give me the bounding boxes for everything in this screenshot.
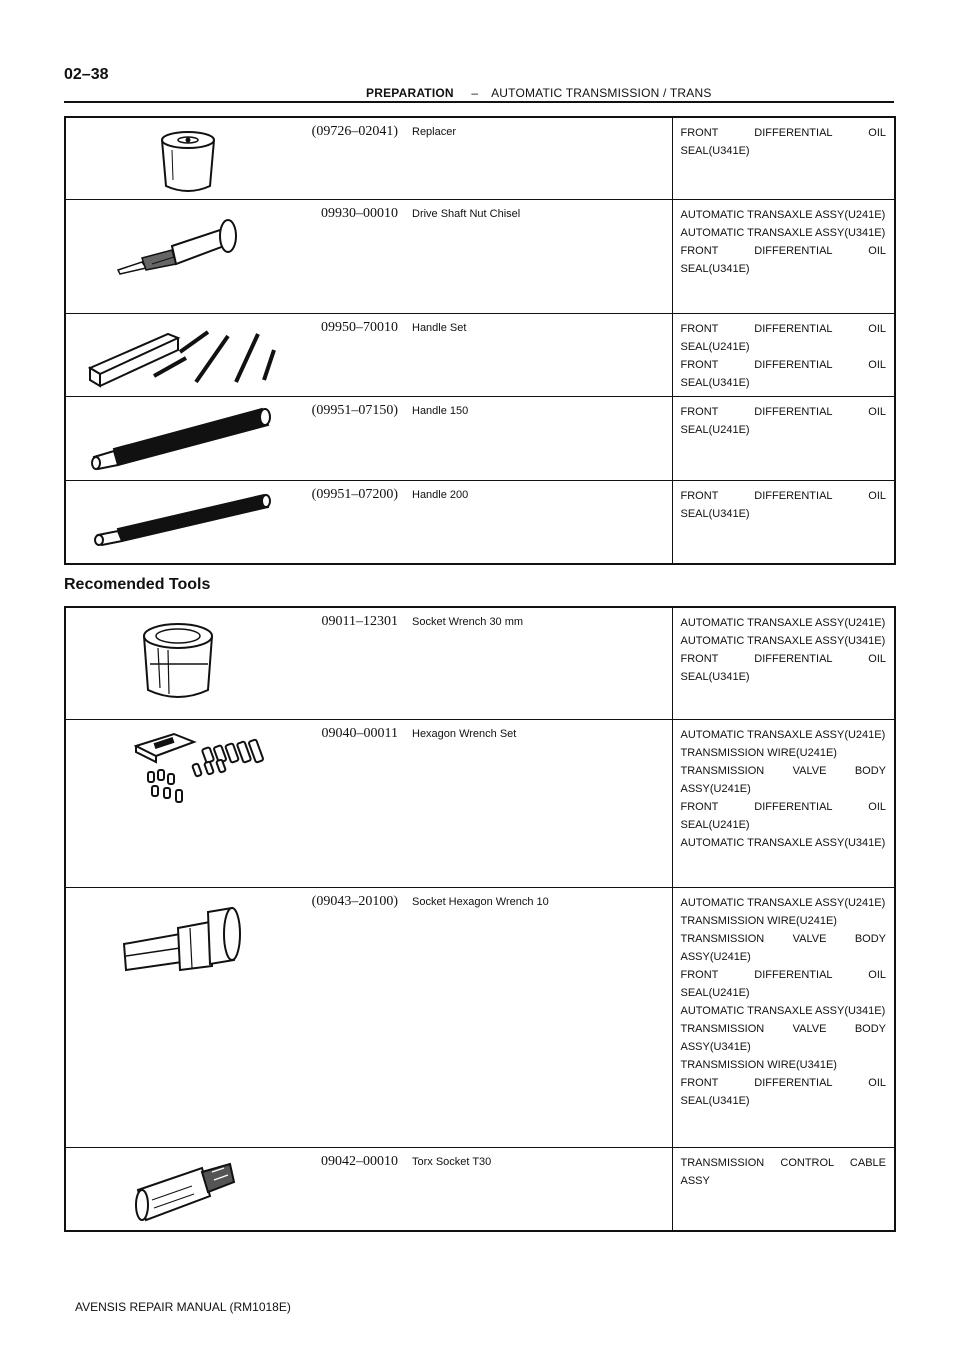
tool-usage-cell (672, 313, 895, 396)
table-row (65, 199, 895, 313)
torx-socket-icon (132, 1160, 242, 1224)
tool-usage-cell (672, 887, 895, 1147)
tool-usage: AUTOMATIC TRANSAXLE ASSY(U241E) AUTOMATIC TRANSAXLE ASSY(U341E) FRONT DIFFERENTIAL OIL SEAL(U341E) (680, 617, 886, 683)
tool-name-cell (404, 719, 672, 887)
header-subsection: AUTOMATIC TRANSMISSION / TRANS (491, 86, 712, 100)
page-number: 02–38 (64, 66, 109, 83)
part-number: 09950–70010 (321, 319, 398, 335)
running-header (366, 86, 712, 100)
handle-200-icon (84, 493, 274, 553)
tool-usage: FRONT DIFFERENTIAL OIL SEAL(U341E) (680, 489, 886, 520)
tool-name-cell (404, 396, 672, 480)
tool-illustration-cell (65, 719, 404, 887)
tool-usage-cell (672, 1147, 895, 1231)
table-row (65, 607, 895, 719)
recommended-tools-table (64, 606, 896, 1232)
tool-illustration-cell (65, 887, 404, 1147)
table-row (65, 480, 895, 564)
tool-usage-cell (672, 199, 895, 313)
tool-name: Handle Set (412, 321, 467, 334)
table-row (65, 887, 895, 1147)
tool-usage-cell (672, 117, 895, 199)
part-number: (09726–02041) (311, 124, 398, 139)
tool-name: Drive Shaft Nut Chisel (412, 207, 521, 220)
tool-usage: AUTOMATIC TRANSAXLE ASSY(U241E) TRANSMISSION WIRE(U241E) TRANSMISSION VALVE BODY ASSY(U241E) FRONT DIFFERENTIAL OIL SEAL(U241E) AUTOMATIC TRANSAXLE ASSY(U341E) TRANSMISSION VALVE BODY ASSY(U341E) TRANSMISSION WIRE(U341E) FRONT DIFFERENTIAL OIL SEAL(U341E) (680, 896, 886, 1107)
table-row (65, 117, 895, 199)
tool-name-cell (404, 480, 672, 564)
tool-usage-cell (672, 396, 895, 480)
tool-name-cell (404, 117, 672, 199)
hex-wrench-set-icon (134, 730, 274, 810)
tool-illustration-cell (65, 1147, 404, 1231)
part-number: 09011–12301 (321, 614, 398, 629)
tool-illustration-cell (65, 199, 404, 313)
tool-usage: FRONT DIFFERENTIAL OIL SEAL(U341E) (680, 127, 886, 157)
tool-name: Hexagon Wrench Set (412, 727, 517, 740)
tool-illustration-cell (65, 480, 404, 564)
table-row (65, 313, 895, 396)
replacer-icon (158, 130, 218, 194)
tool-name: Torx Socket T30 (412, 1155, 492, 1168)
tool-illustration-cell (65, 313, 404, 396)
tool-name: Socket Hexagon Wrench 10 (412, 895, 549, 908)
tool-usage: FRONT DIFFERENTIAL OIL SEAL(U241E) FRONT DIFFERENTIAL OIL SEAL(U341E) (680, 322, 886, 389)
handle-150-icon (84, 403, 274, 473)
tool-name: Replacer (412, 126, 457, 138)
tool-name-cell (404, 199, 672, 313)
table-row (65, 719, 895, 887)
tool-name: Socket Wrench 30 mm (412, 616, 524, 628)
sst-table (64, 116, 896, 565)
tool-usage: TRANSMISSION CONTROL CABLE ASSY (680, 1156, 886, 1187)
chisel-icon (112, 214, 252, 284)
tool-usage-cell (672, 607, 895, 719)
header-rule (64, 101, 894, 103)
part-number: (09951–07150) (311, 402, 398, 418)
tool-name: Handle 150 (412, 404, 469, 417)
section-title: Recomended Tools (64, 576, 211, 593)
tool-name-cell (404, 1147, 672, 1231)
part-number: (09951–07200) (311, 486, 398, 502)
part-number: 09930–00010 (321, 205, 398, 221)
tool-name-cell (404, 607, 672, 719)
header-section: PREPARATION (366, 86, 454, 100)
part-number: 09040–00011 (321, 725, 398, 741)
handle-set-icon (88, 324, 278, 388)
part-number: 09042–00010 (321, 1153, 398, 1169)
tool-name: Handle 200 (412, 488, 469, 501)
tool-usage: AUTOMATIC TRANSAXLE ASSY(U241E) TRANSMISSION WIRE(U241E) TRANSMISSION VALVE BODY ASSY(U241E) FRONT DIFFERENTIAL OIL SEAL(U241E) AUTOMATIC TRANSAXLE ASSY(U341E) (680, 728, 886, 849)
tool-usage-cell (672, 480, 895, 564)
table-row (65, 396, 895, 480)
tool-illustration-cell (65, 117, 404, 199)
tool-usage: AUTOMATIC TRANSAXLE ASSY(U241E) AUTOMATIC TRANSAXLE ASSY(U341E) FRONT DIFFERENTIAL OIL SEAL(U341E) (680, 208, 886, 275)
tool-usage: FRONT DIFFERENTIAL OIL SEAL(U241E) (680, 405, 886, 436)
tool-illustration-cell (65, 396, 404, 480)
footer: AVENSIS REPAIR MANUAL (RM1018E) (75, 1300, 291, 1314)
socket-hex-wrench-icon (120, 898, 250, 978)
header-separator: – (471, 86, 479, 100)
socket-wrench-icon (138, 618, 218, 708)
tool-usage-cell (672, 719, 895, 887)
tool-illustration-cell (65, 607, 404, 719)
tool-name-cell (404, 313, 672, 396)
part-number: (09043–20100) (311, 893, 398, 909)
table-row (65, 1147, 895, 1231)
tool-name-cell (404, 887, 672, 1147)
